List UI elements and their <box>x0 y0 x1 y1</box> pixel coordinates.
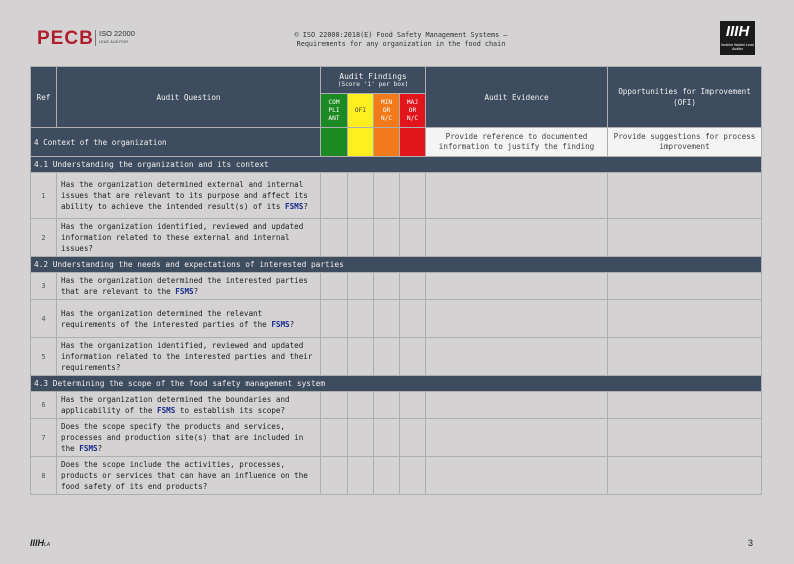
question-ref: 2 <box>31 219 57 257</box>
question-text-main: Has the organization identified, reviewed and updated information related to the interested parties and their requirements? <box>61 341 313 372</box>
question-text-main: Has the organization determined the relevant requirements of the interested parties of the <box>61 308 272 329</box>
audit-evidence-cell[interactable] <box>426 300 608 338</box>
audit-findings-subtitle: (Score '1' per box) <box>337 81 409 88</box>
question-fsms-term: FSMS <box>175 287 194 296</box>
major-nc-score-cell[interactable] <box>400 219 426 257</box>
compliant-score-cell[interactable] <box>321 338 348 376</box>
major-nc-score-cell[interactable] <box>400 338 426 376</box>
question-fsms-term: FSMS <box>79 444 98 453</box>
page-header <box>0 0 794 66</box>
lead-auditor-logo-mark: IIIH <box>725 23 750 40</box>
audit-evidence-cell[interactable] <box>426 457 608 495</box>
compliant-score-cell[interactable] <box>321 219 348 257</box>
ofi-suggestion-cell[interactable] <box>608 392 762 419</box>
ofi-score-cell[interactable] <box>348 219 374 257</box>
ref-header: Ref <box>31 67 57 128</box>
question-ref: 3 <box>31 273 57 300</box>
iso-logo-subtext: LEAD AUDITOR <box>99 40 129 44</box>
lead-auditor-logo <box>720 21 755 55</box>
question-text-main: Has the organization identified, reviewed and updated information related to these external and internal issues? <box>61 222 304 253</box>
question-fsms-term: FSMS <box>271 319 290 329</box>
title-line-2: Requirements for any organization in the food chain <box>296 40 506 48</box>
audit-evidence-cell[interactable] <box>426 338 608 376</box>
question-text <box>57 173 321 219</box>
page-number: 3 <box>748 538 754 548</box>
minor-nc-score-cell[interactable] <box>374 173 400 219</box>
question-text <box>57 392 321 419</box>
audit-question-header: Audit Question <box>57 67 321 128</box>
compliant-score-cell[interactable] <box>321 273 348 300</box>
question-text <box>57 419 321 457</box>
finding-compliant <box>321 94 348 128</box>
audit-evidence-cell[interactable] <box>426 173 608 219</box>
question-text-end: to establish its scope? <box>175 406 286 415</box>
question-row <box>31 273 762 300</box>
ofi-score-cell[interactable] <box>348 392 374 419</box>
finding-minor-nc <box>374 94 400 128</box>
ofi-suggestion-cell[interactable] <box>608 419 762 457</box>
footer-logo-sub: LA <box>44 542 51 548</box>
iso-22000-logo <box>95 30 135 46</box>
section-title: 4.1 Understanding the organization and its context <box>31 157 762 173</box>
question-ref: 6 <box>31 392 57 419</box>
question-text <box>57 457 321 495</box>
finding-minor-l2: OR <box>382 106 391 114</box>
context-major-cell <box>400 128 426 157</box>
ofi-suggestion-cell[interactable] <box>608 457 762 495</box>
ofi-suggestion-cell[interactable] <box>608 219 762 257</box>
section-row <box>31 257 762 273</box>
context-ofi-cell <box>348 128 374 157</box>
compliant-score-cell[interactable] <box>321 300 348 338</box>
major-nc-score-cell[interactable] <box>400 419 426 457</box>
question-row <box>31 338 762 376</box>
finding-compliant-l1: COM <box>328 98 340 106</box>
section-title: 4.3 Determining the scope of the food safety management system <box>31 376 762 392</box>
ofi-score-cell[interactable] <box>348 419 374 457</box>
audit-checklist-table <box>30 66 762 495</box>
ofi-score-cell[interactable] <box>348 338 374 376</box>
title-line-1: © ISO 22000:2018(E) Food Safety Management Systems – <box>294 31 508 39</box>
question-text <box>57 273 321 300</box>
audit-evidence-header: Audit Evidence <box>426 67 608 128</box>
ofi-suggestion-cell[interactable] <box>608 338 762 376</box>
question-text-end: ? <box>97 444 103 453</box>
finding-minor-l1: MIN <box>380 98 393 106</box>
header-row <box>31 67 762 94</box>
ofi-suggestion-cell[interactable] <box>608 273 762 300</box>
question-text-end: ? <box>303 202 308 211</box>
major-nc-score-cell[interactable] <box>400 300 426 338</box>
finding-major-nc <box>400 94 426 128</box>
ofi-score-cell[interactable] <box>348 273 374 300</box>
minor-nc-score-cell[interactable] <box>374 273 400 300</box>
finding-compliant-l3: ANT <box>328 114 340 122</box>
footer-logo-mark: IIIH <box>30 538 45 548</box>
finding-compliant-l2: PLI <box>328 106 340 114</box>
context-minor-cell <box>374 128 400 157</box>
minor-nc-score-cell[interactable] <box>374 300 400 338</box>
section-row <box>31 157 762 173</box>
minor-nc-score-cell[interactable] <box>374 419 400 457</box>
document-title <box>240 31 562 49</box>
question-text-end: ? <box>193 287 199 296</box>
audit-evidence-cell[interactable] <box>426 219 608 257</box>
question-row <box>31 419 762 457</box>
audit-evidence-cell[interactable] <box>426 419 608 457</box>
ofi-header: Opportunities for Improvement (OFI) <box>608 67 762 128</box>
question-text-main: Does the scope include the activities, processes, products or services that can have an influence on the food safety of its end products? <box>61 460 308 491</box>
compliant-score-cell[interactable] <box>321 173 348 219</box>
major-nc-score-cell[interactable] <box>400 392 426 419</box>
section-title: 4.2 Understanding the needs and expectations of interested parties <box>31 257 762 273</box>
question-row <box>31 392 762 419</box>
question-ref: 5 <box>31 338 57 376</box>
lead-auditor-logo-subtext: Ibrahim Hadeel Lead Auditor <box>721 43 754 51</box>
question-text <box>57 300 321 338</box>
ofi-suggestion-cell[interactable] <box>608 173 762 219</box>
question-row <box>31 219 762 257</box>
question-row <box>31 457 762 495</box>
finding-major-l1: MAJ <box>406 98 419 106</box>
finding-minor-l3: N/C <box>380 114 393 122</box>
question-fsms-term: FSMS <box>157 406 176 415</box>
evidence-hint: Provide reference to documented information to justify the finding <box>426 128 608 157</box>
context-compliant-cell <box>321 128 348 157</box>
footer-logo <box>30 538 50 548</box>
question-text-main: Does the scope specify the products and services, processes and production site(s) that are included in the <box>61 422 304 453</box>
compliant-score-cell[interactable] <box>321 419 348 457</box>
compliant-score-cell[interactable] <box>321 457 348 495</box>
minor-nc-score-cell[interactable] <box>374 392 400 419</box>
ofi-score-cell[interactable] <box>348 457 374 495</box>
minor-nc-score-cell[interactable] <box>374 338 400 376</box>
ofi-score-cell[interactable] <box>348 300 374 338</box>
minor-nc-score-cell[interactable] <box>374 219 400 257</box>
finding-major-l2: OR <box>408 106 417 114</box>
audit-findings-title: Audit Findings <box>339 72 407 81</box>
pecb-logo: PECB <box>37 28 94 49</box>
question-text-main: Has the organization determined the interested parties that are relevant to the <box>61 276 308 296</box>
question-row <box>31 300 762 338</box>
question-ref: 7 <box>31 419 57 457</box>
question-text-main: Has the organization determined the boundaries and applicability of the <box>61 395 290 415</box>
finding-ofi <box>348 94 374 128</box>
question-text <box>57 219 321 257</box>
section-row <box>31 376 762 392</box>
major-nc-score-cell[interactable] <box>400 273 426 300</box>
major-nc-score-cell[interactable] <box>400 457 426 495</box>
iso-logo-text: ISO 22000 <box>99 29 135 38</box>
question-ref: 4 <box>31 300 57 338</box>
question-text-end: ? <box>289 319 295 329</box>
major-nc-score-cell[interactable] <box>400 173 426 219</box>
question-ref: 1 <box>31 173 57 219</box>
audit-evidence-cell[interactable] <box>426 273 608 300</box>
question-fsms-term: FSMS <box>285 202 304 211</box>
finding-ofi-l1: OFI <box>354 106 367 114</box>
question-text-main: Has the organization determined external and internal issues that are relevant to its purpose and affect its ability to achieve the intended result(s) of its <box>61 180 308 211</box>
minor-nc-score-cell[interactable] <box>374 457 400 495</box>
ofi-score-cell[interactable] <box>348 173 374 219</box>
finding-major-l3: N/C <box>406 114 419 122</box>
question-row <box>31 173 762 219</box>
audit-evidence-cell[interactable] <box>426 392 608 419</box>
ofi-suggestion-cell[interactable] <box>608 300 762 338</box>
audit-findings-header <box>321 67 426 94</box>
context-label: 4 Context of the organization <box>31 128 321 157</box>
context-row <box>31 128 762 157</box>
question-text <box>57 338 321 376</box>
question-ref: 8 <box>31 457 57 495</box>
ofi-hint: Provide suggestions for process improvement <box>608 128 762 157</box>
compliant-score-cell[interactable] <box>321 392 348 419</box>
